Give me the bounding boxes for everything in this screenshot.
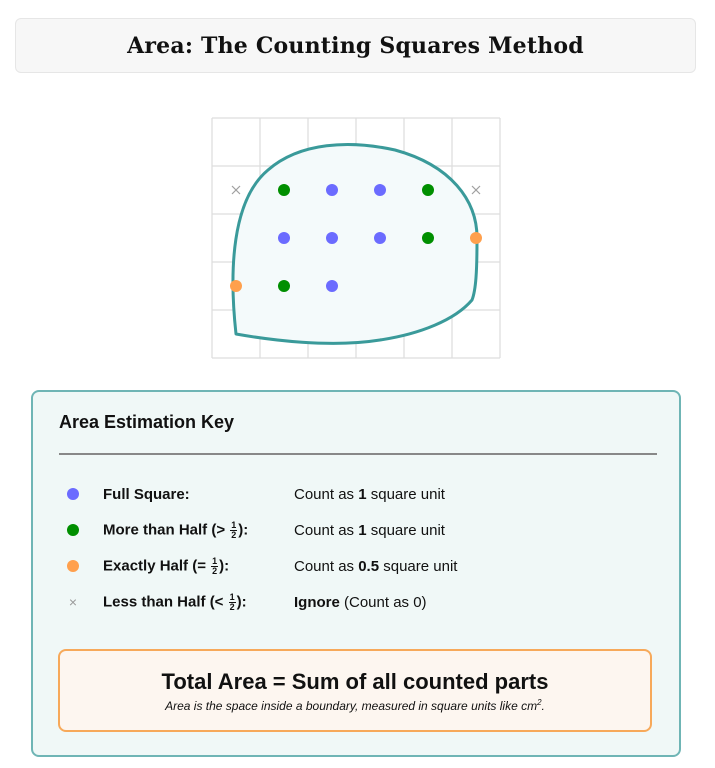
full-dot-icon xyxy=(374,184,386,196)
key-label: More than Half (> $\frac{1}{2}$ ): xyxy=(103,519,249,540)
exactly-half-dot-icon xyxy=(230,280,242,292)
more-than-half-dot-icon xyxy=(422,232,434,244)
key-desc: Count as 1 square unit xyxy=(294,485,445,503)
more-than-half-dot-icon xyxy=(278,184,290,196)
key-row-less-than-half xyxy=(59,590,427,614)
irregular-shape-outline xyxy=(233,145,477,344)
area-estimation-key-panel xyxy=(31,390,681,757)
blue-dot-icon xyxy=(67,488,79,500)
full-dot-icon xyxy=(374,232,386,244)
full-dot-icon xyxy=(278,232,290,244)
exactly-half-dot-icon xyxy=(470,232,482,244)
full-dot-icon xyxy=(326,232,338,244)
fraction-half: $\frac{1}{2}$ xyxy=(231,519,237,540)
key-title: Area Estimation Key xyxy=(59,412,235,432)
green-dot-icon xyxy=(67,524,79,536)
cross-icon xyxy=(232,186,240,194)
key-row-full-square xyxy=(59,482,445,506)
key-desc: Ignore (Count as 0) xyxy=(294,593,427,611)
full-dot-icon xyxy=(326,280,338,292)
key-label: Full Square: xyxy=(103,485,190,503)
key-desc: Count as 1 square unit xyxy=(294,521,445,539)
key-row-more-than-half xyxy=(59,518,445,542)
key-row-exactly-half xyxy=(59,554,457,578)
more-than-half-dot-icon xyxy=(278,280,290,292)
orange-dot-icon xyxy=(67,560,79,572)
more-than-half-dot-icon xyxy=(422,184,434,196)
fraction-half: $\frac{1}{2}$ xyxy=(229,591,235,612)
area-definition-note: Area is the space inside a boundary, measured in square units like $cm^2$. xyxy=(165,697,545,713)
key-desc: Count as 0.5 square unit xyxy=(294,557,458,575)
counting-squares-diagram xyxy=(205,110,505,365)
page-title: Area: The Counting Squares Method xyxy=(127,32,584,59)
full-dot-icon xyxy=(326,184,338,196)
key-divider xyxy=(59,453,657,455)
key-label: Exactly Half (= $\frac{1}{2}$ ): xyxy=(103,555,230,576)
key-label: Less than Half (< $\frac{1}{2}$ ): xyxy=(103,591,247,612)
total-area-box xyxy=(58,649,652,732)
total-area-formula: Total Area = Sum of all counted parts xyxy=(161,668,549,694)
cross-icon: × xyxy=(68,594,78,610)
fraction-half: $\frac{1}{2}$ xyxy=(212,555,218,576)
title-banner xyxy=(15,18,696,73)
cross-icon xyxy=(472,186,480,194)
